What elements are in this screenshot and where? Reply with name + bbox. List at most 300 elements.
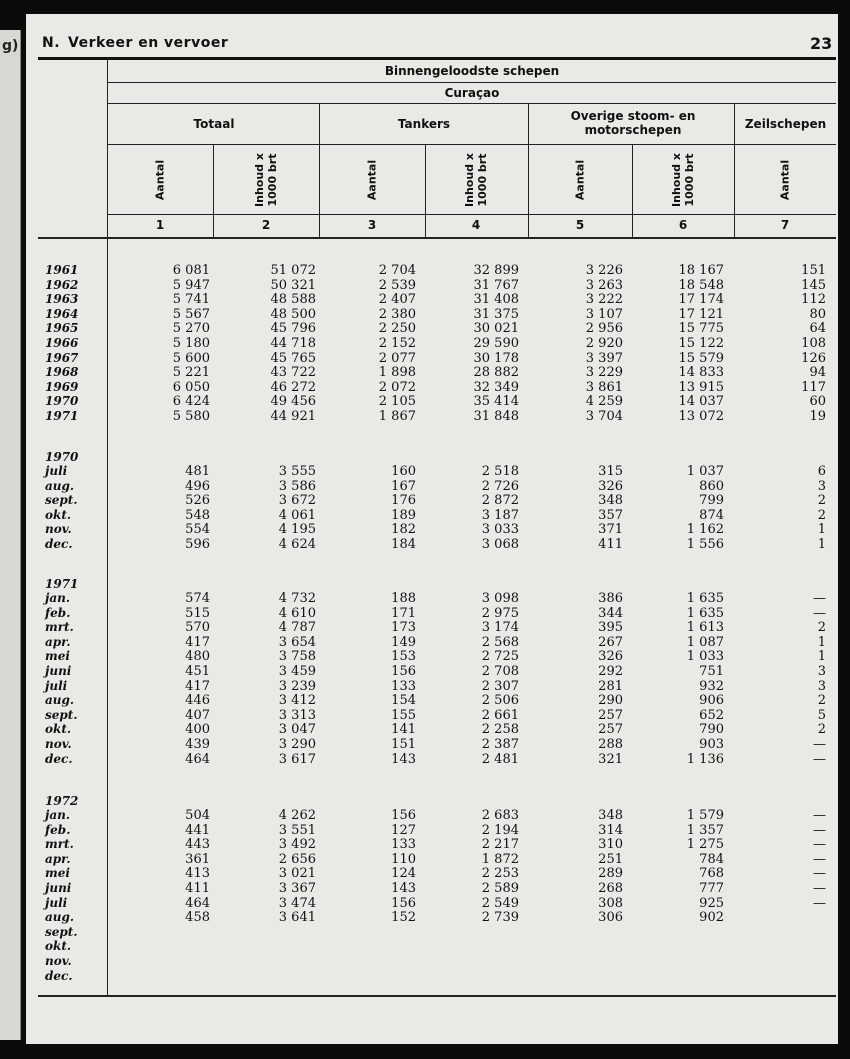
table-cell: 321 <box>598 751 623 767</box>
table-cell: 1 613 <box>686 620 724 636</box>
row-label: okt. <box>45 507 72 522</box>
table-cell: 1 <box>817 522 826 538</box>
table-cell: 2 656 <box>278 851 316 867</box>
col-aantal-7: Aantal <box>778 159 792 201</box>
table-cell: 14 833 <box>678 365 724 381</box>
table-cell: 344 <box>598 605 623 621</box>
col-inhoud-4: Inhoud x 1000 brt <box>463 153 489 207</box>
table-cell: 281 <box>598 678 623 694</box>
table-cell: — <box>813 591 826 606</box>
table-cell: 3 290 <box>278 737 316 752</box>
table-cell: 446 <box>185 693 210 709</box>
table-cell: 464 <box>185 895 210 911</box>
row-label: 1969 <box>45 379 79 394</box>
table-cell: 182 <box>391 522 416 538</box>
table-cell: 3 098 <box>481 591 519 606</box>
row-label: apr. <box>45 634 71 649</box>
table-cell: 413 <box>185 866 210 882</box>
row-label: juli <box>45 464 68 478</box>
table-cell: 2 380 <box>378 306 416 322</box>
table-cell: 407 <box>185 707 210 723</box>
row-label: mei <box>45 866 70 881</box>
table-cell: 110 <box>391 851 416 867</box>
table-cell: 173 <box>391 620 416 636</box>
table-cell: 2 407 <box>378 292 416 308</box>
table-cell: 4 195 <box>278 522 316 538</box>
table-cell: 2 539 <box>378 277 416 293</box>
table-cell: 5 <box>817 707 826 723</box>
rule-title <box>108 82 836 83</box>
table-cell: 570 <box>185 620 210 636</box>
table-cell: 5 741 <box>172 292 210 308</box>
table-cell: — <box>813 837 826 853</box>
table-cell: 411 <box>598 537 623 552</box>
table-cell: — <box>813 737 826 752</box>
col-number: 2 <box>261 218 271 232</box>
table-cell: 2 661 <box>481 707 519 723</box>
table-cell: 126 <box>801 350 826 366</box>
table-cell: 176 <box>391 493 416 509</box>
table-cell: 395 <box>598 620 623 636</box>
table-cell: 326 <box>598 478 623 494</box>
row-label: dec. <box>45 968 73 983</box>
table-cell: 2 739 <box>481 910 519 926</box>
table-cell: 6 424 <box>172 394 210 410</box>
table-cell: 267 <box>598 634 623 650</box>
table-cell: 906 <box>699 693 724 709</box>
table-cell: 4 787 <box>278 620 316 636</box>
table-cell: 18 548 <box>678 277 724 293</box>
table-cell: 153 <box>391 649 416 665</box>
table-cell: 3 021 <box>278 866 316 882</box>
table-cell: 2 708 <box>481 664 519 679</box>
table-cell: 903 <box>699 737 724 752</box>
table-cell: 289 <box>598 866 623 882</box>
col-inhoud-6: Inhoud x 1000 brt <box>670 153 696 207</box>
table-cell: 5 600 <box>172 350 210 366</box>
table-cell: 124 <box>391 866 416 882</box>
row-label: 1968 <box>45 365 79 380</box>
table-cell: 3 654 <box>278 634 316 650</box>
table-cell: 127 <box>391 822 416 838</box>
table-cell: 5 221 <box>172 365 210 381</box>
table-cell: 4 061 <box>278 507 316 523</box>
table-cell: 348 <box>598 808 623 823</box>
previous-page-edge <box>0 30 21 1040</box>
row-label: feb. <box>45 822 71 837</box>
table-cell: 751 <box>699 664 724 679</box>
table-cell: 3 397 <box>585 350 623 366</box>
table-cell: — <box>813 605 826 621</box>
table-cell: 3 586 <box>278 478 316 494</box>
row-label: 1971 <box>45 577 79 591</box>
table-cell: 151 <box>801 263 826 278</box>
table-cell: 167 <box>391 478 416 494</box>
row-label: jan. <box>45 808 71 822</box>
row-label: 1967 <box>45 350 79 365</box>
table-cell: 1 033 <box>686 649 724 665</box>
table-cell: 3 704 <box>585 409 623 424</box>
col-number: 1 <box>155 218 165 232</box>
table-cell: 3 474 <box>278 895 316 911</box>
table-cell: 3 239 <box>278 678 316 694</box>
table-cell: 17 121 <box>678 306 724 322</box>
table-cell: 417 <box>185 678 210 694</box>
table-cell: 652 <box>699 707 724 723</box>
table-cell: 108 <box>801 336 826 351</box>
col-aantal-1: Aantal <box>153 159 167 201</box>
table-cell: 156 <box>391 895 416 911</box>
table-cell: 902 <box>699 910 724 926</box>
table-cell: 29 590 <box>473 336 519 351</box>
row-label: 1966 <box>45 336 79 350</box>
table-cell: 13 915 <box>678 379 724 395</box>
table-cell: 35 414 <box>473 394 519 410</box>
row-label: juni <box>45 881 72 895</box>
col-aantal-5: Aantal <box>573 159 587 201</box>
table-cell: 2 481 <box>481 751 519 767</box>
table-cell: 3 107 <box>585 306 623 322</box>
table-cell: 386 <box>598 591 623 606</box>
table-cell: 288 <box>598 737 623 752</box>
table-cell: 784 <box>699 851 724 867</box>
section-letter: N. <box>42 35 61 51</box>
table-cell: 151 <box>391 737 416 752</box>
table-cell: 315 <box>598 464 623 479</box>
table-cell: 2 683 <box>481 808 519 823</box>
table-cell: 2 217 <box>481 837 519 853</box>
table-cell: 3 555 <box>278 464 316 479</box>
table-cell: 3 229 <box>585 365 623 381</box>
table-cell: 13 072 <box>678 409 724 424</box>
table-cell: 31 408 <box>473 292 519 308</box>
table-cell: 2 387 <box>481 737 519 752</box>
table-cell: 133 <box>391 678 416 694</box>
table-cell: 1 635 <box>686 591 724 606</box>
col-inhoud-2: Inhoud x 1000 brt <box>253 153 279 207</box>
table-cell: 171 <box>391 605 416 621</box>
table-cell: 1 <box>817 649 826 665</box>
row-label: juli <box>45 895 68 910</box>
table-cell: 3 367 <box>278 881 316 896</box>
table-cell: 1 162 <box>686 522 724 538</box>
table-cell: 117 <box>801 379 826 395</box>
table-cell: 357 <box>598 507 623 523</box>
row-label: 1963 <box>45 292 79 307</box>
table-cell: 32 899 <box>473 263 519 278</box>
table-cell: 31 848 <box>473 409 519 424</box>
col-number: 5 <box>575 218 585 232</box>
table-cell: 777 <box>699 881 724 896</box>
row-label: sept. <box>45 707 78 722</box>
col-number: 3 <box>367 218 377 232</box>
table-cell: 308 <box>598 895 623 911</box>
table-cell: 64 <box>809 321 826 337</box>
table-cell: 790 <box>699 722 724 738</box>
table-cell: 94 <box>809 365 826 381</box>
table-cell: — <box>813 895 826 911</box>
row-label: 1970 <box>45 394 79 409</box>
table-cell: 496 <box>185 478 210 494</box>
table-cell: 1 635 <box>686 605 724 621</box>
table-cell: 155 <box>391 707 416 723</box>
row-label: nov. <box>45 522 72 537</box>
table-cell: 3 174 <box>481 620 519 636</box>
table-cell: 932 <box>699 678 724 694</box>
table-cell: 2 <box>817 493 826 509</box>
table-cell: 3 313 <box>278 707 316 723</box>
rule-v3 <box>425 144 426 238</box>
table-cell: 2 725 <box>481 649 519 665</box>
row-label: mei <box>45 649 70 664</box>
table-cell: 5 947 <box>172 277 210 293</box>
table-cell: 4 624 <box>278 537 316 552</box>
table-cell: 49 456 <box>270 394 316 410</box>
table-cell: 2 518 <box>481 464 519 479</box>
table-cell: 3 459 <box>278 664 316 679</box>
table-cell: 18 167 <box>678 263 724 278</box>
table-cell: 3 861 <box>585 379 623 395</box>
table-cell: 28 882 <box>473 365 519 381</box>
table-title: Binnengeloodste schepen <box>384 64 560 78</box>
table-cell: 3 492 <box>278 837 316 853</box>
row-label: aug. <box>45 478 75 493</box>
table-cell: 2 152 <box>378 336 416 351</box>
table-cell: 48 500 <box>270 306 316 322</box>
table-cell: 3 <box>817 678 826 694</box>
table-cell: 1 136 <box>686 751 724 767</box>
table-cell: 2 589 <box>481 881 519 896</box>
rule-v4 <box>528 103 529 238</box>
row-label: 1965 <box>45 321 79 336</box>
chapter-heading <box>42 35 228 51</box>
table-cell: 30 021 <box>473 321 519 337</box>
table-cell: 480 <box>185 649 210 665</box>
table-cell: 2 872 <box>481 493 519 509</box>
row-label: juni <box>45 664 72 678</box>
table-cell: 526 <box>185 493 210 509</box>
table-cell: 554 <box>185 522 210 538</box>
page-number: 23 <box>810 34 833 53</box>
table-cell: 481 <box>185 464 210 479</box>
table-cell: 60 <box>809 394 826 410</box>
table-cell: 371 <box>598 522 623 538</box>
table-cell: 314 <box>598 822 623 838</box>
table-cell: 19 <box>809 409 826 424</box>
table-cell: 1 579 <box>686 808 724 823</box>
table-cell: 133 <box>391 837 416 853</box>
table-cell: 1 898 <box>378 365 416 381</box>
table-cell: 3 617 <box>278 751 316 767</box>
table-cell: 32 349 <box>473 379 519 395</box>
table-subtitle: Curaçao <box>444 86 500 100</box>
table-cell: 2 506 <box>481 693 519 709</box>
col-number: 4 <box>471 218 481 232</box>
table-cell: 2 194 <box>481 822 519 838</box>
table-cell: 48 588 <box>270 292 316 308</box>
table-cell: 44 921 <box>270 409 316 424</box>
row-label: nov. <box>45 954 72 968</box>
rule-subtitle <box>108 103 836 104</box>
table-cell: 3 068 <box>481 537 519 552</box>
table-cell: 1 087 <box>686 634 724 650</box>
col-aantal-3: Aantal <box>365 159 379 201</box>
row-label: dec. <box>45 537 73 551</box>
table-cell: 51 072 <box>270 263 316 278</box>
table-cell: 3 412 <box>278 693 316 709</box>
row-label: dec. <box>45 751 73 766</box>
table-cell: 2 549 <box>481 895 519 911</box>
table-cell: 143 <box>391 881 416 896</box>
table-cell: 141 <box>391 722 416 738</box>
table-cell: 3 758 <box>278 649 316 665</box>
table-cell: — <box>813 822 826 838</box>
row-label: mrt. <box>45 837 74 852</box>
group-tankers: Tankers <box>397 117 451 131</box>
table-cell: 1 867 <box>378 409 416 424</box>
table-cell: 1 <box>817 634 826 650</box>
table-cell: 306 <box>598 910 623 926</box>
row-label: sept. <box>45 924 78 939</box>
table-cell: 257 <box>598 707 623 723</box>
table-cell: 2 <box>817 722 826 738</box>
table-cell: 348 <box>598 493 623 509</box>
table-cell: 290 <box>598 693 623 709</box>
table-cell: 17 174 <box>678 292 724 308</box>
table-cell: 2 <box>817 693 826 709</box>
table-cell: 30 178 <box>473 350 519 366</box>
table-cell: 50 321 <box>270 277 316 293</box>
table-cell: 2 077 <box>378 350 416 366</box>
table-cell: 2 <box>817 620 826 636</box>
rule-stub <box>107 60 108 995</box>
row-label: sept. <box>45 493 78 508</box>
table-cell: 3 047 <box>278 722 316 738</box>
table-cell: 3 222 <box>585 292 623 308</box>
chapter-title: Verkeer en vervoer <box>68 35 229 51</box>
table-cell: 310 <box>598 837 623 853</box>
table-cell: 5 180 <box>172 336 210 351</box>
row-label: aug. <box>45 693 75 708</box>
table-cell: 443 <box>185 837 210 853</box>
table-cell: 1 275 <box>686 837 724 853</box>
row-label: 1972 <box>45 794 79 808</box>
table-cell: 45 765 <box>270 350 316 366</box>
group-overige: Overige stoom- en motorschepen <box>570 109 696 137</box>
table-cell: 1 <box>817 537 826 552</box>
table-cell: 15 775 <box>678 321 724 337</box>
table-cell: 4 262 <box>278 808 316 823</box>
row-label: nov. <box>45 737 72 751</box>
table-cell: 257 <box>598 722 623 738</box>
col-number: 6 <box>678 218 688 232</box>
row-label: 1961 <box>45 263 79 277</box>
table-cell: 2 105 <box>378 394 416 410</box>
row-label: 1971 <box>45 409 79 423</box>
table-cell: 3 551 <box>278 822 316 838</box>
table-cell: 441 <box>185 822 210 838</box>
table-cell: 3 641 <box>278 910 316 926</box>
row-label: feb. <box>45 605 71 620</box>
table-cell: 6 <box>817 464 826 479</box>
table-cell: 2 956 <box>585 321 623 337</box>
row-label: mrt. <box>45 620 74 635</box>
table-cell: 292 <box>598 664 623 679</box>
table-cell: 1 357 <box>686 822 724 838</box>
table-cell: 458 <box>185 910 210 926</box>
table-cell: 596 <box>185 537 210 552</box>
previous-page-fragment: g) <box>2 38 19 54</box>
table-cell: 154 <box>391 693 416 709</box>
table-cell: 143 <box>391 751 416 767</box>
table-cell: 184 <box>391 537 416 552</box>
table-cell: 3 226 <box>585 263 623 278</box>
table-cell: 1 872 <box>481 851 519 867</box>
row-label: okt. <box>45 722 72 737</box>
table-cell: 451 <box>185 664 210 679</box>
table-cell: 3 033 <box>481 522 519 538</box>
table-cell: 1 556 <box>686 537 724 552</box>
table-cell: 515 <box>185 605 210 621</box>
table-cell: 152 <box>391 910 416 926</box>
table-cell: 156 <box>391 808 416 823</box>
row-label: aug. <box>45 910 75 925</box>
group-zeilschepen: Zeilschepen <box>744 117 827 131</box>
row-label: apr. <box>45 851 71 866</box>
table-cell: 2 253 <box>481 866 519 882</box>
table-cell: 799 <box>699 493 724 509</box>
table-cell: 2 704 <box>378 263 416 278</box>
table-cell: 400 <box>185 722 210 738</box>
table-cell: 5 580 <box>172 409 210 424</box>
table-cell: 2 920 <box>585 336 623 351</box>
table-cell: 44 718 <box>270 336 316 351</box>
row-label: 1970 <box>45 450 79 464</box>
table-cell: 361 <box>185 851 210 867</box>
table-cell: 2 250 <box>378 321 416 337</box>
row-label: jan. <box>45 591 71 605</box>
table-cell: 4 732 <box>278 591 316 606</box>
table-cell: 439 <box>185 737 210 752</box>
row-label: 1962 <box>45 277 79 292</box>
table-cell: 2 568 <box>481 634 519 650</box>
table-cell: — <box>813 881 826 896</box>
table-cell: 3 <box>817 478 826 494</box>
table-cell: 768 <box>699 866 724 882</box>
table-cell: 251 <box>598 851 623 867</box>
table-cell: 31 375 <box>473 306 519 322</box>
table-cell: 4 610 <box>278 605 316 621</box>
table-cell: 464 <box>185 751 210 767</box>
row-label: juli <box>45 678 68 693</box>
group-totaal: Totaal <box>193 117 235 131</box>
header-rule <box>38 57 836 60</box>
table-cell: 417 <box>185 634 210 650</box>
table-cell: 156 <box>391 664 416 679</box>
table-cell: 112 <box>801 292 826 308</box>
table-cell: 874 <box>699 507 724 523</box>
table-cell: 3 672 <box>278 493 316 509</box>
table-cell: 2 726 <box>481 478 519 494</box>
table-cell: 2 258 <box>481 722 519 738</box>
table-cell: — <box>813 751 826 767</box>
table-cell: 6 081 <box>172 263 210 278</box>
table-cell: 80 <box>809 306 826 322</box>
table-cell: 3 <box>817 664 826 679</box>
table-cell: 189 <box>391 507 416 523</box>
table-cell: — <box>813 866 826 882</box>
table-cell: 2 072 <box>378 379 416 395</box>
